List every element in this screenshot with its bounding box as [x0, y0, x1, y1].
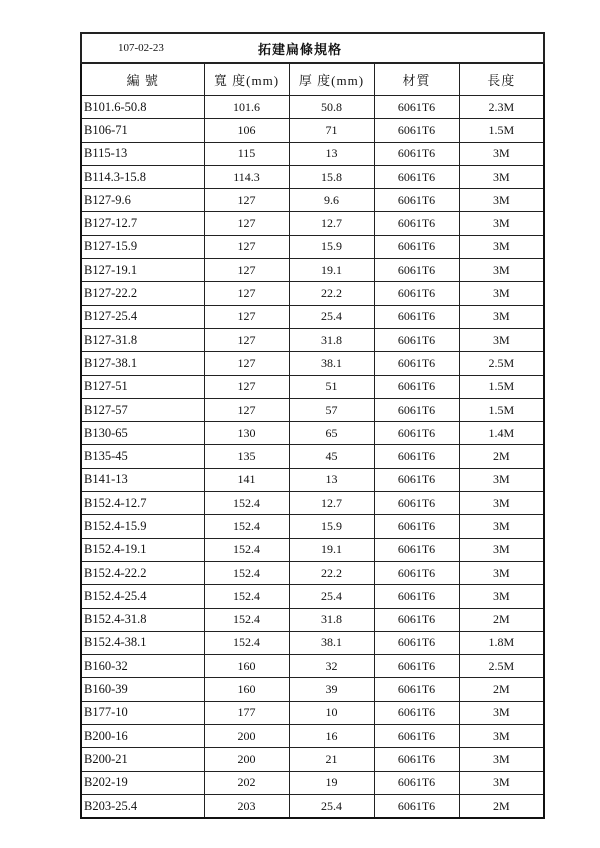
- cell-length: 3M: [459, 282, 544, 305]
- cell-thickness: 19: [289, 771, 374, 794]
- cell-code: B127-22.2: [81, 282, 204, 305]
- cell-code: B152.4-38.1: [81, 631, 204, 654]
- spec-table: [80, 32, 545, 819]
- table-row: [81, 515, 544, 538]
- cell-length: 2M: [459, 445, 544, 468]
- cell-material: 6061T6: [374, 212, 459, 235]
- cell-width: 152.4: [204, 561, 289, 584]
- cell-width: 160: [204, 678, 289, 701]
- cell-code: B160-39: [81, 678, 204, 701]
- table-row: [81, 282, 544, 305]
- cell-length: 3M: [459, 585, 544, 608]
- table-row: [81, 235, 544, 258]
- table-row: [81, 678, 544, 701]
- cell-thickness: 15.8: [289, 165, 374, 188]
- table-row: [81, 305, 544, 328]
- cell-width: 152.4: [204, 631, 289, 654]
- cell-material: 6061T6: [374, 585, 459, 608]
- cell-code: B130-65: [81, 422, 204, 445]
- cell-material: 6061T6: [374, 422, 459, 445]
- table-row: [81, 631, 544, 654]
- cell-code: B141-13: [81, 468, 204, 491]
- cell-code: B127-51: [81, 375, 204, 398]
- cell-code: B135-45: [81, 445, 204, 468]
- cell-length: 3M: [459, 189, 544, 212]
- cell-length: 3M: [459, 748, 544, 771]
- cell-thickness: 31.8: [289, 608, 374, 631]
- cell-width: 127: [204, 328, 289, 351]
- cell-width: 200: [204, 725, 289, 748]
- table-row: [81, 701, 544, 724]
- cell-thickness: 12.7: [289, 492, 374, 515]
- cell-thickness: 38.1: [289, 352, 374, 375]
- cell-code: B127-57: [81, 398, 204, 421]
- table-row: [81, 96, 544, 119]
- column-header-material: 材質: [374, 63, 459, 96]
- cell-thickness: 15.9: [289, 235, 374, 258]
- cell-material: 6061T6: [374, 282, 459, 305]
- document-date: 107-02-23: [118, 42, 164, 54]
- cell-length: 3M: [459, 561, 544, 584]
- cell-thickness: 19.1: [289, 538, 374, 561]
- cell-width: 127: [204, 235, 289, 258]
- cell-width: 127: [204, 398, 289, 421]
- cell-code: B152.4-15.9: [81, 515, 204, 538]
- cell-length: 3M: [459, 468, 544, 491]
- cell-width: 114.3: [204, 165, 289, 188]
- cell-material: 6061T6: [374, 398, 459, 421]
- table-row: [81, 352, 544, 375]
- cell-code: B127-12.7: [81, 212, 204, 235]
- cell-width: 152.4: [204, 608, 289, 631]
- table-row: [81, 794, 544, 818]
- table-row: [81, 445, 544, 468]
- cell-code: B152.4-31.8: [81, 608, 204, 631]
- cell-material: 6061T6: [374, 561, 459, 584]
- cell-width: 152.4: [204, 515, 289, 538]
- cell-width: 130: [204, 422, 289, 445]
- cell-thickness: 25.4: [289, 305, 374, 328]
- table-row: [81, 165, 544, 188]
- table-row: [81, 585, 544, 608]
- document-title: 拓建扁條規格: [258, 41, 343, 57]
- cell-material: 6061T6: [374, 96, 459, 119]
- cell-width: 160: [204, 655, 289, 678]
- table-body: [81, 96, 544, 819]
- cell-code: B127-19.1: [81, 259, 204, 282]
- cell-code: B152.4-22.2: [81, 561, 204, 584]
- cell-material: 6061T6: [374, 631, 459, 654]
- cell-thickness: 21: [289, 748, 374, 771]
- cell-code: B200-16: [81, 725, 204, 748]
- cell-code: B152.4-12.7: [81, 492, 204, 515]
- table-row: [81, 561, 544, 584]
- cell-thickness: 57: [289, 398, 374, 421]
- column-header-thickness: 厚 度(mm): [289, 63, 374, 96]
- cell-code: B114.3-15.8: [81, 165, 204, 188]
- cell-length: 3M: [459, 701, 544, 724]
- cell-material: 6061T6: [374, 328, 459, 351]
- cell-material: 6061T6: [374, 678, 459, 701]
- cell-code: B203-25.4: [81, 794, 204, 818]
- cell-code: B200-21: [81, 748, 204, 771]
- cell-thickness: 32: [289, 655, 374, 678]
- cell-width: 106: [204, 119, 289, 142]
- cell-thickness: 39: [289, 678, 374, 701]
- title-row: [81, 33, 544, 63]
- cell-material: 6061T6: [374, 305, 459, 328]
- cell-thickness: 16: [289, 725, 374, 748]
- cell-code: B127-25.4: [81, 305, 204, 328]
- cell-material: 6061T6: [374, 725, 459, 748]
- cell-length: 3M: [459, 492, 544, 515]
- cell-material: 6061T6: [374, 701, 459, 724]
- cell-material: 6061T6: [374, 189, 459, 212]
- cell-length: 3M: [459, 235, 544, 258]
- cell-width: 152.4: [204, 492, 289, 515]
- table-row: [81, 212, 544, 235]
- cell-code: B160-32: [81, 655, 204, 678]
- table-row: [81, 142, 544, 165]
- cell-width: 115: [204, 142, 289, 165]
- cell-width: 101.6: [204, 96, 289, 119]
- cell-width: 127: [204, 259, 289, 282]
- cell-width: 177: [204, 701, 289, 724]
- cell-code: B152.4-25.4: [81, 585, 204, 608]
- cell-length: 3M: [459, 305, 544, 328]
- cell-length: 3M: [459, 165, 544, 188]
- cell-width: 141: [204, 468, 289, 491]
- table-row: [81, 655, 544, 678]
- title-cell: [81, 33, 544, 63]
- cell-length: 3M: [459, 771, 544, 794]
- cell-code: B127-31.8: [81, 328, 204, 351]
- column-header-row: [81, 63, 544, 96]
- cell-width: 127: [204, 189, 289, 212]
- cell-thickness: 71: [289, 119, 374, 142]
- cell-thickness: 31.8: [289, 328, 374, 351]
- cell-code: B115-13: [81, 142, 204, 165]
- cell-code: B106-71: [81, 119, 204, 142]
- table-row: [81, 422, 544, 445]
- table-row: [81, 398, 544, 421]
- cell-material: 6061T6: [374, 352, 459, 375]
- table-row: [81, 538, 544, 561]
- column-header-width: 寬 度(mm): [204, 63, 289, 96]
- table-row: [81, 119, 544, 142]
- cell-width: 127: [204, 282, 289, 305]
- cell-code: B202-19: [81, 771, 204, 794]
- cell-material: 6061T6: [374, 119, 459, 142]
- cell-width: 127: [204, 375, 289, 398]
- cell-thickness: 25.4: [289, 585, 374, 608]
- cell-material: 6061T6: [374, 259, 459, 282]
- column-header-length: 長度: [459, 63, 544, 96]
- column-header-code: 編 號: [81, 63, 204, 96]
- cell-thickness: 45: [289, 445, 374, 468]
- cell-material: 6061T6: [374, 235, 459, 258]
- cell-thickness: 12.7: [289, 212, 374, 235]
- cell-length: 3M: [459, 515, 544, 538]
- cell-width: 127: [204, 352, 289, 375]
- cell-material: 6061T6: [374, 445, 459, 468]
- cell-width: 202: [204, 771, 289, 794]
- table-row: [81, 725, 544, 748]
- cell-thickness: 22.2: [289, 561, 374, 584]
- cell-width: 127: [204, 212, 289, 235]
- cell-material: 6061T6: [374, 655, 459, 678]
- cell-length: 2.5M: [459, 352, 544, 375]
- table-row: [81, 259, 544, 282]
- cell-thickness: 65: [289, 422, 374, 445]
- cell-thickness: 15.9: [289, 515, 374, 538]
- table-row: [81, 189, 544, 212]
- cell-material: 6061T6: [374, 794, 459, 818]
- cell-code: B101.6-50.8: [81, 96, 204, 119]
- cell-code: B152.4-19.1: [81, 538, 204, 561]
- table-row: [81, 748, 544, 771]
- cell-width: 152.4: [204, 585, 289, 608]
- cell-length: 1.4M: [459, 422, 544, 445]
- table-row: [81, 375, 544, 398]
- cell-code: B127-15.9: [81, 235, 204, 258]
- cell-length: 2.5M: [459, 655, 544, 678]
- cell-length: 3M: [459, 725, 544, 748]
- cell-length: 3M: [459, 142, 544, 165]
- table-row: [81, 492, 544, 515]
- cell-thickness: 9.6: [289, 189, 374, 212]
- cell-length: 3M: [459, 328, 544, 351]
- cell-material: 6061T6: [374, 771, 459, 794]
- cell-material: 6061T6: [374, 142, 459, 165]
- cell-thickness: 51: [289, 375, 374, 398]
- table-row: [81, 771, 544, 794]
- cell-thickness: 38.1: [289, 631, 374, 654]
- cell-width: 152.4: [204, 538, 289, 561]
- cell-material: 6061T6: [374, 165, 459, 188]
- cell-thickness: 22.2: [289, 282, 374, 305]
- cell-material: 6061T6: [374, 515, 459, 538]
- cell-length: 2M: [459, 608, 544, 631]
- cell-length: 1.5M: [459, 375, 544, 398]
- cell-length: 1.8M: [459, 631, 544, 654]
- cell-material: 6061T6: [374, 468, 459, 491]
- cell-material: 6061T6: [374, 538, 459, 561]
- cell-code: B127-38.1: [81, 352, 204, 375]
- cell-code: B127-9.6: [81, 189, 204, 212]
- cell-width: 127: [204, 305, 289, 328]
- cell-length: 2M: [459, 678, 544, 701]
- table-row: [81, 328, 544, 351]
- cell-length: 2.3M: [459, 96, 544, 119]
- cell-length: 3M: [459, 212, 544, 235]
- table-row: [81, 608, 544, 631]
- cell-length: 2M: [459, 794, 544, 818]
- cell-thickness: 25.4: [289, 794, 374, 818]
- cell-material: 6061T6: [374, 492, 459, 515]
- cell-thickness: 50.8: [289, 96, 374, 119]
- cell-length: 3M: [459, 538, 544, 561]
- table-row: [81, 468, 544, 491]
- cell-width: 135: [204, 445, 289, 468]
- cell-thickness: 10: [289, 701, 374, 724]
- cell-thickness: 13: [289, 468, 374, 491]
- cell-material: 6061T6: [374, 608, 459, 631]
- cell-code: B177-10: [81, 701, 204, 724]
- cell-length: 1.5M: [459, 398, 544, 421]
- cell-width: 203: [204, 794, 289, 818]
- cell-length: 3M: [459, 259, 544, 282]
- cell-material: 6061T6: [374, 748, 459, 771]
- cell-material: 6061T6: [374, 375, 459, 398]
- cell-thickness: 19.1: [289, 259, 374, 282]
- cell-thickness: 13: [289, 142, 374, 165]
- cell-width: 200: [204, 748, 289, 771]
- cell-length: 1.5M: [459, 119, 544, 142]
